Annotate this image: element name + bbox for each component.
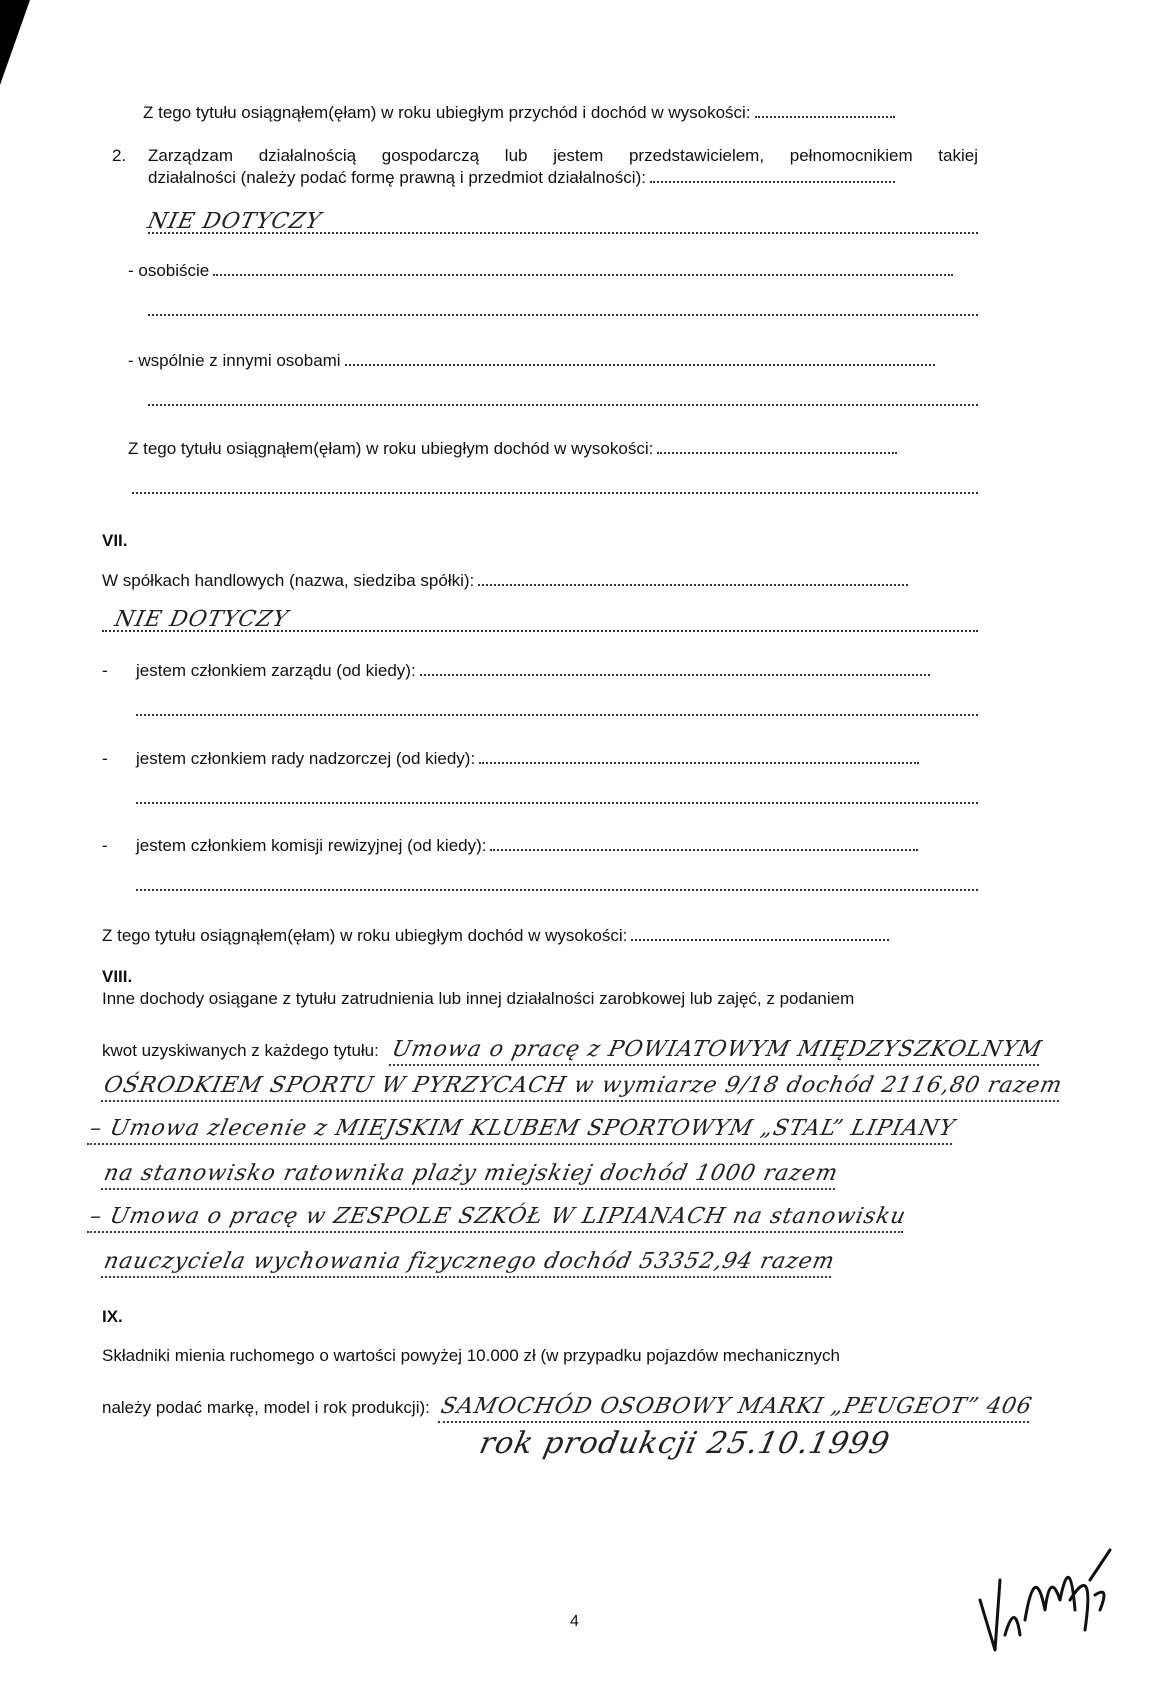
fill-dots bbox=[136, 887, 978, 891]
fill-dots bbox=[148, 230, 978, 234]
audit-committee-line: - jestem członkiem komisji rewizyjnej (od kiedy): bbox=[102, 835, 918, 856]
handwritten-line: rok produkcji 25.10.1999 bbox=[476, 1426, 894, 1461]
page-number: 4 bbox=[570, 1613, 579, 1630]
section7-income-line: Z tego tytułu osiągnąłem(ęłam) w roku ubiegłym dochód w wysokości: bbox=[102, 925, 889, 946]
jointly-line: - wspólnie z innymi osobami bbox=[128, 350, 935, 371]
section9-text-line1: Składniki mienia ruchomego o wartości powyżej 10.000 zł (w przypadku pojazdów mechanicznych bbox=[102, 1346, 840, 1365]
handwritten-text: NIE DOTYCZY bbox=[112, 607, 291, 632]
income-prev-year-line bbox=[143, 102, 895, 123]
section9-text-line2: należy podać markę, model i rok produkcji): SAMOCHÓD OSOBOWY MARKI „PEUGEOT” 406 bbox=[102, 1393, 1031, 1423]
fill-dots bbox=[102, 628, 978, 632]
handwritten-line: OŚRODKIEM SPORTU W PYRZYCACH w wymiarze 9/18 dochód 2116,80 razem bbox=[104, 1072, 1062, 1102]
section8-text-line2: kwot uzyskiwanych z każdego tytułu: Umowa o pracę z POWIATOWYM MIĘDZYSZKOLNYM bbox=[102, 1036, 1041, 1066]
item2-text-line1: Zarządzam działalnością gospodarczą lub jestem przedstawicielem, pełnomocnikiem takiej bbox=[148, 146, 978, 165]
fill-dots bbox=[148, 402, 978, 406]
item2-number: 2. bbox=[112, 146, 127, 165]
fill-dots bbox=[136, 712, 978, 716]
fill-dots bbox=[132, 490, 978, 494]
fill-dots bbox=[148, 312, 978, 316]
handwritten-line: nauczyciela wychowania fizycznego dochód 53352,94 razem bbox=[104, 1248, 834, 1278]
board-member-line: - jestem członkiem zarządu (od kiedy): bbox=[102, 660, 930, 681]
scan-corner-mark bbox=[0, 0, 30, 85]
section9-heading: IX. bbox=[102, 1307, 123, 1326]
section7-companies-line: W spółkach handlowych (nazwa, siedziba spółki): bbox=[102, 570, 908, 591]
personally-line: - osobiście bbox=[128, 260, 953, 281]
supervisory-board-line: - jestem członkiem rady nadzorczej (od kiedy): bbox=[102, 748, 919, 769]
fill-dots bbox=[755, 114, 895, 118]
handwritten-text: Umowa o pracę z POWIATOWYM MIĘDZYSZKOLNYM bbox=[388, 1036, 1044, 1066]
item2-text-line2: działalności (należy podać formę prawną i przedmiot działalności): bbox=[148, 167, 895, 188]
income-prev-year-label: Z tego tytułu osiągnąłem(ęłam) w roku ubiegłym przychód i dochód w wysokości: bbox=[143, 103, 751, 122]
signature-image bbox=[975, 1540, 1115, 1660]
handwritten-text: SAMOCHÓD OSOBOWY MARKI „PEUGEOT” 406 bbox=[437, 1393, 1034, 1423]
handwritten-line: – Umowa o pracę w ZESPOLE SZKÓŁ W LIPIANACH na stanowisku bbox=[90, 1203, 906, 1233]
section8-heading: VIII. bbox=[102, 967, 133, 986]
item2-income-line: Z tego tytułu osiągnąłem(ęłam) w roku ubiegłym dochód w wysokości: bbox=[128, 438, 897, 459]
handwritten-text: NIE DOTYCZY bbox=[145, 209, 324, 234]
section8-text-line1: Inne dochody osiągane z tytułu zatrudnienia lub innej działalności zarobkowej lub zajęć, z podaniem bbox=[102, 989, 855, 1008]
fill-dots bbox=[136, 800, 978, 804]
handwritten-line: na stanowisko ratownika plaży miejskiej dochód 1000 razem bbox=[104, 1160, 838, 1190]
handwritten-line: – Umowa zlecenie z MIEJSKIM KLUBEM SPORTOWYM „STAL” LIPIANY bbox=[90, 1115, 955, 1145]
section7-heading: VII. bbox=[102, 531, 128, 550]
